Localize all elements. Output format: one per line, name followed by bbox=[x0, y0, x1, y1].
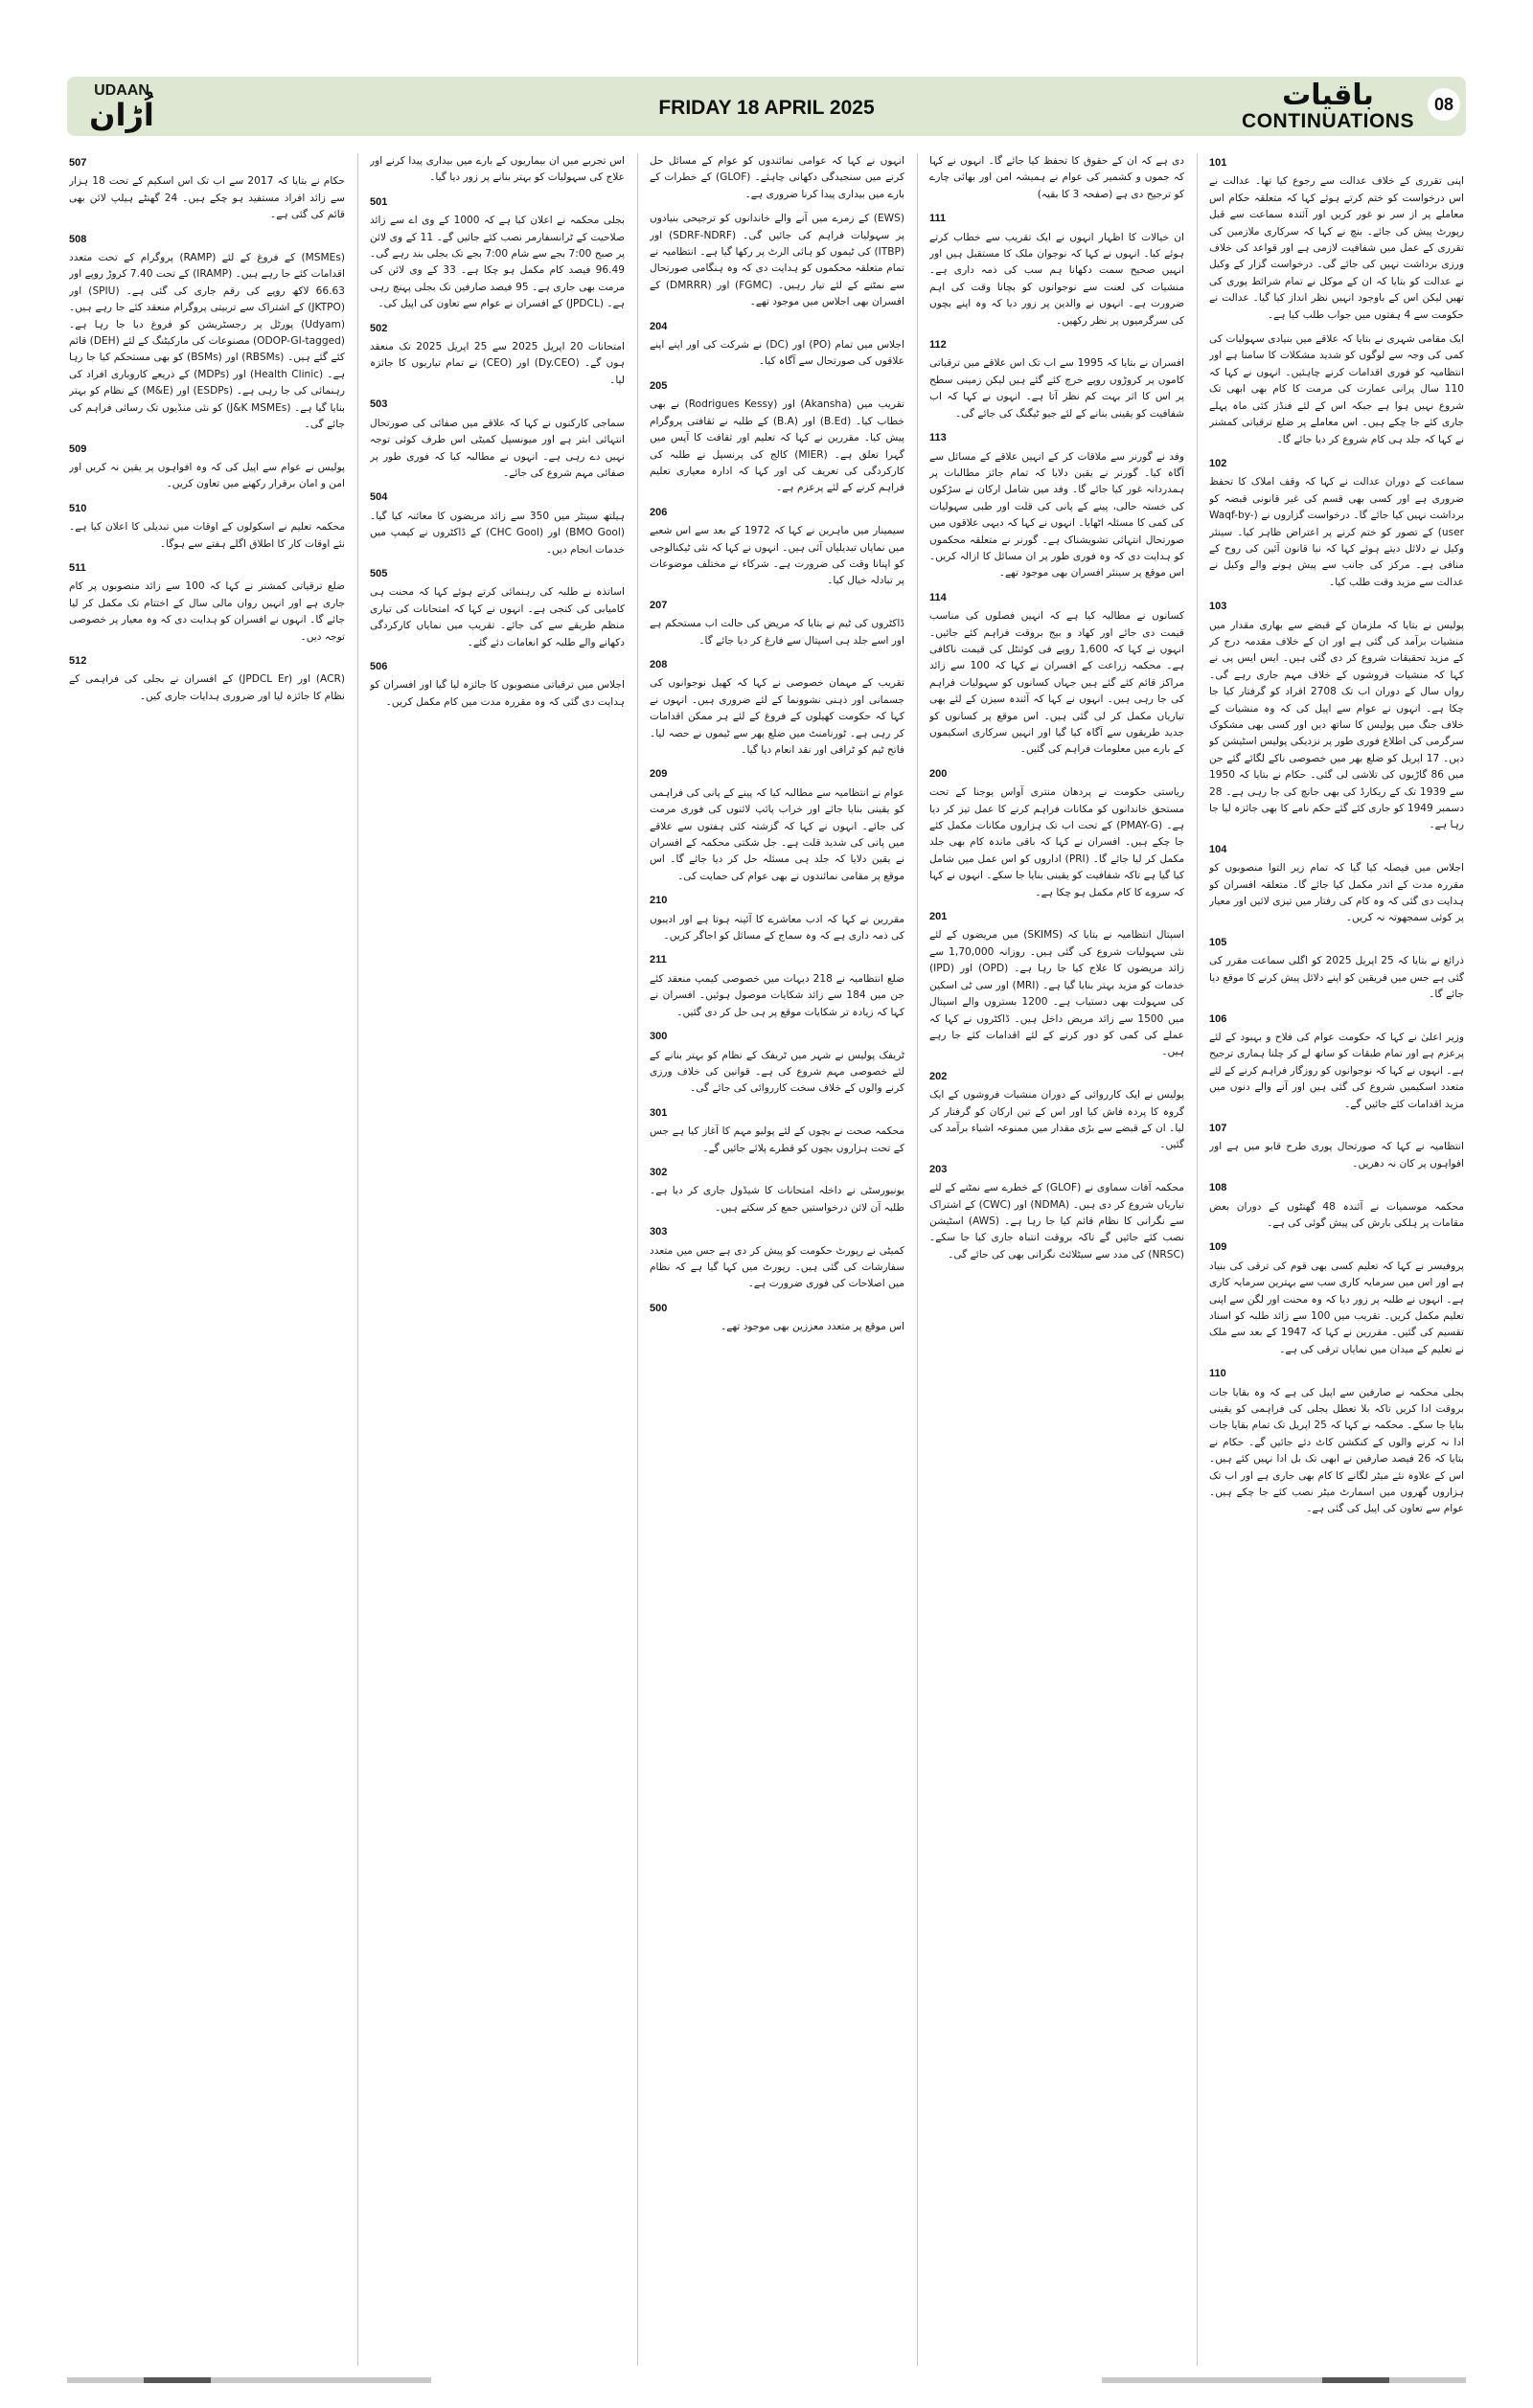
article-number: 302 bbox=[650, 1166, 668, 1178]
article-number: 202 bbox=[929, 1070, 948, 1082]
article-number: 201 bbox=[929, 911, 948, 923]
article-text: محکمہ آفات سماوی نے (GLOF) کے خطرے سے نمٹنے کے لئے تیاریاں شروع کر دی ہیں۔ (NDMA) اور (CWC) کے اشتراک سے نگرانی کا نظام قائم کیا جا رہا ہے۔ (AWS) اسٹیشن نصب کئے جائیں گے تاکہ بروقت انتباہ جاری کیا جا سکے۔ (NRSC) کی مدد سے سیٹلائٹ نگرانی بھی کی جائے گی۔ bbox=[929, 1182, 1184, 1261]
article-text: اپنی تقرری کے خلاف عدالت سے رجوع کیا تھا۔ عدالت نے اس درخواست کو ختم کرتے ہوئے کہا کہ متعلقہ حکام اس معاملے پر از سر نو غور کریں اور آئندہ سماعت سے قبل رپورٹ پیش کی جائے۔ بنچ نے کہا کہ سرکاری ملازمین کی تقرری کے عمل میں شفافیت لازمی ہے اور قواعد کی خلاف ورزی برداشت نہیں کی جائے گی۔ درخواست گزار کے وکیل نے عدالت کو بتایا کہ ان کے موکل نے تمام شرائط پوری کی تھیں لیکن اس کے باوجود انہیں نظر انداز کیا گیا۔ عدالت نے حکومت سے 4 ہفتوں میں جواب طلب کیا ہے۔ bbox=[1209, 175, 1464, 321]
article-block bbox=[650, 1105, 904, 1157]
article-number: 110 bbox=[1209, 1368, 1226, 1380]
article-number: 205 bbox=[650, 379, 668, 392]
article-text: اجلاس میں فیصلہ کیا گیا کہ تمام زیر التوا منصوبوں کو مقررہ مدت کے اندر مکمل کیا جائے گا۔ متعلقہ افسران کو ہدایت دی گئی کہ وہ کام کی رفتار میں تیزی لائیں اور معیار پر کوئی سمجھوتہ نہ کریں۔ bbox=[1209, 862, 1464, 924]
article-number: 101 bbox=[1209, 157, 1227, 169]
article-text: ذرائع نے بتایا کہ 25 اپریل 2025 کو اگلی سماعت مقرر کی گئی ہے جس میں فریقین کو اپنے دلائل پیش کرنے کا موقع دیا جائے گا۔ bbox=[1209, 955, 1464, 1001]
article-block bbox=[1209, 1011, 1464, 1113]
article-text: ایک مقامی شہری نے بتایا کہ علاقے میں بنیادی سہولیات کی کمی کی وجہ سے لوگوں کو شدید مشکلات کا سامنا ہے اور انتظامیہ کو فوری اقدامات کرنے چاہئیں۔ انہوں نے کہا کہ 110 سال پرانی عمارت کی مرمت کا کام بھی ابھی تک شروع نہیں ہوا ہے جبکہ اس کے لئے فنڈز کئی ماہ پہلے جاری کئے جا چکے ہیں۔ اس معاملے پر ضلع ترقیاتی کمشنر نے کہا کہ جلد ہی کام شروع کر دیا جائے گا۔ bbox=[1209, 333, 1464, 445]
article-text: کمیٹی نے رپورٹ حکومت کو پیش کر دی ہے جس میں متعدد سفارشات کی گئی ہیں۔ رپورٹ میں کہا گیا ہے کہ نظام میں اصلاحات کی فوری ضرورت ہے۔ bbox=[650, 1244, 904, 1290]
article-block bbox=[370, 153, 625, 187]
column-divider bbox=[637, 153, 638, 2366]
article-block bbox=[1209, 599, 1464, 834]
article-block bbox=[650, 766, 904, 885]
article-text: حکام نے بتایا کہ 2017 سے اب تک اس اسکیم کے تحت 18 ہزار سے زائد افراد مستفید ہو چکے ہیں۔ 24 گھنٹے ہیلپ لائن بھی قائم کی گئی ہے۔ bbox=[69, 175, 345, 221]
article-block bbox=[650, 319, 904, 371]
article-text: مقررین نے کہا کہ ادب معاشرے کا آئینہ ہوتا ہے اور ادیبوں کی ذمہ داری ہے کہ وہ سماج کے مسائل کو اجاگر کریں۔ bbox=[650, 913, 904, 943]
article-number: 106 bbox=[1209, 1012, 1227, 1025]
article-number: 509 bbox=[69, 443, 87, 455]
article-block bbox=[929, 590, 1184, 759]
article-block bbox=[929, 430, 1184, 582]
article-number: 207 bbox=[650, 599, 668, 611]
article-block bbox=[929, 1162, 1184, 1263]
article-number: 104 bbox=[1209, 843, 1227, 855]
article-text: وفد نے گورنر سے ملاقات کر کے انہیں علاقے کے مسائل سے آگاہ کیا۔ گورنر نے یقین دلایا کہ تمام جائز مطالبات پر ہمدردانہ غور کیا جائے گا۔ وفد میں شامل ارکان نے سڑکوں کی خستہ حالی، پینے کے پانی کی قلت اور طبی سہولیات کی کمی کا مسئلہ اٹھایا۔ انہوں نے کہا کہ دیہی علاقوں میں صورتحال انتہائی تشویشناک ہے۔ گورنر نے متعلقہ محکموں کو ہدایت دی کہ وہ فوری طور پر ان مسائل کا ازالہ کریں۔ اس موقع پر سینئر افسران بھی موجود تھے۔ bbox=[929, 450, 1184, 579]
article-text: یونیورسٹی نے داخلہ امتحانات کا شیڈول جاری کر دیا ہے۔ طلبہ آن لائن درخواستیں جمع کر سکتے ہیں۔ bbox=[650, 1185, 904, 1214]
article-text: تقریب کے مہمان خصوصی نے کہا کہ کھیل نوجوانوں کی جسمانی اور ذہنی نشوونما کے لئے ضروری ہیں۔ انہوں نے کہا کہ حکومت کھیلوں کے فروغ کے لئے ہر ممکن اقدامات کر رہی ہے۔ ٹورنامنٹ میں ضلع بھر سے ٹیموں نے حصہ لیا۔ فاتح ٹیم کو ٹرافی اور نقد انعام دیا گیا۔ bbox=[650, 677, 904, 756]
article-text: ڈاکٹروں کی ٹیم نے بتایا کہ مریض کی حالت اب مستحکم ہے اور اسے جلد ہی اسپتال سے فارغ کر دیا جائے گا۔ bbox=[650, 618, 904, 647]
article-number: 206 bbox=[650, 506, 668, 518]
article-number: 300 bbox=[650, 1031, 668, 1043]
article-text: پروفیسر نے کہا کہ تعلیم کسی بھی قوم کی ترقی کی بنیاد ہے اور اس میں سرمایہ کاری سب سے بہترین سرمایہ کاری ہے۔ انہوں نے طلبہ پر زور دیا کہ وہ محنت اور لگن سے اپنی تعلیم مکمل کریں۔ تقریب میں 100 سے زائد طلبہ کو اسناد تقسیم کی گئیں۔ مقررین نے کہا کہ 1947 کے بعد سے ملک نے تعلیم کے میدان میں نمایاں ترقی کی ہے۔ bbox=[1209, 1260, 1464, 1355]
article-number: 303 bbox=[650, 1226, 668, 1238]
article-text: اجلاس میں تمام (PO) اور (DC) نے شرکت کی اور اپنے اپنے علاقوں کی صورتحال سے آگاہ کیا۔ bbox=[650, 339, 904, 368]
article-text: سیمینار میں ماہرین نے کہا کہ 1972 کے بعد سے اس شعبے میں نمایاں تبدیلیاں آئی ہیں۔ انہوں نے کہا کہ نئی ٹیکنالوجی کو اپنانا وقت کی ضرورت ہے۔ شرکاء نے مختلف موضوعات پر تبادلہ خیال کیا۔ bbox=[650, 525, 904, 587]
article-text: وزیر اعلیٰ نے کہا کہ حکومت عوام کی فلاح و بہبود کے لئے پرعزم ہے اور تمام طبقات کو ساتھ لے کر چلنا ہماری ترجیح ہے۔ انہوں نے کہا کہ نوجوانوں کو روزگار فراہم کرنے کے لئے متعدد اسکیمیں شروع کی گئی ہیں اور آنے والے دنوں میں مزید اقدامات کئے جائیں گے۔ bbox=[1209, 1031, 1464, 1110]
article-text: ضلع انتظامیہ نے 218 دیہات میں خصوصی کیمپ منعقد کئے جن میں 184 سے زائد شکایات موصول ہوئیں۔ افسران نے کہا کہ زیادہ تر شکایات موقع پر ہی حل کر دی گئیں۔ bbox=[650, 972, 904, 1018]
article-number: 208 bbox=[650, 658, 668, 670]
article-number: 511 bbox=[69, 561, 86, 574]
article-text: دی ہے کہ ان کے حقوق کا تحفظ کیا جائے گا۔ انہوں نے کہا کہ جموں و کشمیر کی عوام نے ہمیشہ امن اور بھائی چارے کو ترجیح دی ہے (صفحہ 3 کا بقیہ) bbox=[929, 155, 1184, 200]
article-number: 209 bbox=[650, 768, 668, 781]
article-text: بجلی محکمہ نے اعلان کیا ہے کہ 1000 کے وی اے سے زائد صلاحیت کے ٹرانسفارمر نصب کئے جائیں گے۔ 11 کے وی لائن پر صبح 7:00 بجے سے شام 7:00 بجے تک بجلی بند رہے گی۔ 96.49 فیصد کام مکمل ہو چکا ہے۔ 33 کے وی لائن کی مرمت بھی جاری ہے۔ 95 فیصد صارفین تک بجلی پہنچ رہی ہے۔ (JPDCL) کے افسران نے عوام سے تعاون کی اپیل کی۔ bbox=[370, 215, 625, 310]
article-text: افسران نے بتایا کہ 1995 سے اب تک اس علاقے میں ترقیاتی کاموں پر کروڑوں روپے خرچ کئے گئے ہیں لیکن زمینی سطح پر اس کا اثر بہت کم نظر آتا ہے۔ انہوں نے کہا کہ اب شفافیت کو یقینی بنانے کے لئے جیو ٹیگنگ کی جائے گی۔ bbox=[929, 357, 1184, 420]
article-block bbox=[929, 153, 1184, 203]
article-text: ضلع ترقیاتی کمشنر نے کہا کہ 100 سے زائد منصوبوں پر کام جاری ہے اور انہیں رواں مالی سال کے اختتام تک مکمل کر لیا جائے گا۔ انہوں نے افسران کو ہدایت دی کہ وہ معیار پر خصوصی توجہ دیں۔ bbox=[69, 580, 345, 643]
article-block bbox=[370, 194, 625, 313]
article-block bbox=[1209, 155, 1464, 324]
article-number: 502 bbox=[370, 322, 388, 334]
article-text: عوام نے انتظامیہ سے مطالبہ کیا کہ پینے کے پانی کی فراہمی کو یقینی بنایا جائے اور خراب پائپ لائنوں کی فوری مرمت کی جائے۔ انہوں نے کہا کہ گزشتہ کئی ہفتوں سے علاقے میں پانی کی شدید قلت ہے۔ جل شکتی محکمہ کے افسران نے یقین دلایا کہ جلد ہی مسئلہ حل کر دیا جائے گا۔ اس موقع پر مقامی نمائندوں نے بھی عوام کی حمایت کی۔ bbox=[650, 786, 904, 882]
article-number: 109 bbox=[1209, 1241, 1227, 1254]
article-column-5 bbox=[69, 153, 345, 2366]
article-number: 105 bbox=[1209, 936, 1227, 948]
article-text: پولیس نے ایک کارروائی کے دوران منشیات فروشوں کے ایک گروہ کا پردہ فاش کیا اور اس کے تین ارکان کو گرفتار کر لیا۔ ان کے قبضے سے بڑی مقدار میں ممنوعہ اشیاء برآمد کی گئیں۔ bbox=[929, 1089, 1184, 1151]
article-column-3 bbox=[650, 153, 904, 2366]
article-block bbox=[370, 566, 625, 651]
article-text: سماعت کے دوران عدالت نے کہا کہ وقف املاک کا تحفظ ضروری ہے اور کسی بھی قسم کی غیر قانونی قبضہ کو برداشت نہیں کیا جائے گا۔ درخواست گزاروں نے (Waqf-by-user) کے تصور کو ختم کرنے پر اعتراض ظاہر کیا۔ سینئر وکیل نے دلائل دیتے ہوئے کہا کہ نیا قانون آئین کی روح کے منافی ہے۔ مرکز کی جانب سے پیش ہونے والے وکیل نے عدالت سے مزید وقت طلب کیا۔ bbox=[1209, 476, 1464, 588]
article-block bbox=[650, 1165, 904, 1216]
logo-latin: UDAAN bbox=[94, 82, 149, 99]
article-block bbox=[1209, 331, 1464, 448]
article-block bbox=[1209, 1366, 1464, 1518]
footer-rule-left bbox=[67, 2377, 431, 2383]
page-header bbox=[67, 77, 1466, 136]
article-text: اجلاس میں ترقیاتی منصوبوں کا جائزہ لیا گیا اور افسران کو ہدایت دی گئی کہ وہ مقررہ مدت میں کام مکمل کریں۔ bbox=[370, 679, 625, 708]
article-number: 103 bbox=[1209, 601, 1227, 613]
article-block bbox=[650, 657, 904, 759]
footer-rule-right bbox=[1102, 2377, 1466, 2383]
article-text: اسپتال انتظامیہ نے بتایا کہ (SKIMS) میں مریضوں کے لئے نئی سہولیات شروع کی گئی ہیں۔ روزانہ 1,70,000 سے زائد مریضوں کا علاج کیا جا رہا ہے۔ (OPD) اور (IPD) خدمات کو مزید بہتر بنایا گیا ہے۔ (MRI) اور سی ٹی اسکین کی سہولت بھی دستیاب ہے۔ 1200 بستروں والے اسپتال میں 1500 سے زائد مریض داخل ہیں۔ ڈاکٹروں نے کہا کہ عملے کی کمی کو دور کرنے کے لئے اقدامات کئے جا رہے ہیں۔ bbox=[929, 929, 1184, 1058]
article-block bbox=[929, 211, 1184, 329]
column-divider bbox=[357, 153, 358, 2366]
article-text: محکمہ صحت نے بچوں کے لئے پولیو مہم کا آغاز کیا ہے جس کے تحت ہزاروں بچوں کو قطرے پلائے جائیں گے۔ bbox=[650, 1125, 904, 1154]
article-text: پولیس نے عوام سے اپیل کی کہ وہ افواہوں پر یقین نہ کریں اور امن و امان برقرار رکھنے میں تعاون کریں۔ bbox=[69, 461, 345, 490]
article-number: 200 bbox=[929, 767, 948, 780]
page-number-badge: 08 bbox=[1428, 88, 1460, 121]
article-block bbox=[929, 337, 1184, 422]
article-block bbox=[650, 598, 904, 649]
article-block bbox=[929, 909, 1184, 1061]
article-number: 204 bbox=[650, 320, 668, 332]
article-text: اس موقع پر متعدد معززین بھی موجود تھے۔ bbox=[721, 1321, 904, 1333]
section-title-urdu: باقیات bbox=[1282, 79, 1374, 112]
article-block bbox=[929, 1069, 1184, 1154]
article-number: 114 bbox=[929, 591, 947, 603]
article-block bbox=[1209, 842, 1464, 927]
article-text: اس تجربے میں ان بیماریوں کے بارے میں بیداری پیدا کرنے اور علاج کی سہولیات کو بہتر بنانے پر زور دیا گیا۔ bbox=[370, 155, 625, 184]
article-number: 203 bbox=[929, 1163, 948, 1175]
article-number: 107 bbox=[1209, 1122, 1227, 1134]
article-number: 508 bbox=[69, 233, 87, 245]
article-block bbox=[650, 378, 904, 497]
article-number: 505 bbox=[370, 567, 388, 579]
article-number: 500 bbox=[650, 1302, 668, 1314]
issue-date: FRIDAY 18 APRIL 2025 bbox=[658, 97, 875, 119]
article-text: بجلی محکمہ نے صارفین سے اپیل کی ہے کہ وہ بقایا جات بروقت ادا کریں تاکہ بلا تعطل بجلی کی فراہمی کو یقینی بنایا جا سکے۔ محکمہ نے کہا کہ 25 اپریل تک تمام بقایا جات ادا نہ کرنے والوں کے کنکشن کاٹ دئے جائیں گے۔ حکام نے بتایا کہ 26 فیصد صارفین نے ابھی تک بل ادا نہیں کئے ہیں۔ اس کے علاوہ نئے میٹر لگانے کا کام بھی جاری ہے اور اب تک ہزاروں گھروں میں اسمارٹ میٹر نصب کئے جا چکے ہیں۔ عوام سے تعاون کی اپیل کی گئی ہے۔ bbox=[1209, 1386, 1464, 1515]
article-block bbox=[370, 397, 625, 482]
article-number: 510 bbox=[69, 502, 87, 514]
article-block bbox=[650, 893, 904, 944]
article-block bbox=[370, 321, 625, 390]
article-block bbox=[1209, 1180, 1464, 1232]
article-text: (EWS) کے زمرے میں آنے والے خاندانوں کو ترجیحی بنیادوں پر سہولیات فراہم کی جائیں گی۔ (SDRF-NDRF) اور (ITBP) کی ٹیموں کو ہائی الرٹ پر رکھا گیا ہے۔ انتظامیہ نے تمام متعلقہ محکموں کو ہدایت دی کہ وہ ہنگامی صورتحال سے نمٹنے کے لئے تیار رہیں۔ (FGMC) اور (DMRRR) کے افسران بھی اجلاس میں موجود تھے۔ bbox=[650, 213, 904, 308]
article-number: 210 bbox=[650, 895, 668, 907]
article-block bbox=[69, 560, 345, 646]
article-number: 112 bbox=[929, 339, 947, 352]
article-text: امتحانات 20 اپریل 2025 سے 25 اپریل 2025 تک منعقد ہوں گے۔ (Dy.CEO) اور (CEO) نے تمام تیاریوں کا جائزہ لیا۔ bbox=[370, 341, 625, 386]
article-block bbox=[69, 232, 345, 434]
footer-rule-right-accent bbox=[1322, 2377, 1389, 2383]
article-block bbox=[650, 952, 904, 1021]
article-text: تقریب میں (Akansha) اور (Rodrigues Kessy) نے بھی خطاب کیا۔ (B.Ed) اور (B.A) کے طلبہ نے ثقافتی پروگرام پیش کیا۔ مقررین نے کہا کہ تعلیم اور ثقافت کا آپس میں گہرا تعلق ہے۔ (MIER) کالج کی پرنسپل نے طلبہ کی کارکردگی کی تعریف کی اور کہا کہ ادارہ معیاری تعلیم فراہم کرنے کے لئے پرعزم ہے۔ bbox=[650, 398, 904, 494]
article-block bbox=[69, 155, 345, 224]
article-block bbox=[1209, 1121, 1464, 1172]
article-block bbox=[69, 653, 345, 705]
article-number: 506 bbox=[370, 660, 388, 672]
article-number: 113 bbox=[929, 432, 947, 444]
article-text: انتظامیہ نے کہا کہ صورتحال پوری طرح قابو میں ہے اور افواہوں پر کان نہ دھریں۔ bbox=[1209, 1141, 1464, 1170]
article-block bbox=[1209, 1239, 1464, 1358]
article-number: 512 bbox=[69, 654, 87, 667]
article-text: سماجی کارکنوں نے کہا کہ علاقے میں صفائی کی صورتحال انتہائی ابتر ہے اور میونسپل کمیٹی اس طرف کوئی توجہ نہیں دے رہی ہے۔ انہوں نے مطالبہ کیا کہ فوری طور پر صفائی مہم شروع کی جائے۔ bbox=[370, 417, 625, 479]
article-text: محکمہ تعلیم نے اسکولوں کے اوقات میں تبدیلی کا اعلان کیا ہے۔ نئے اوقات کار کا اطلاق اگلے ہفتے سے ہوگا۔ bbox=[69, 521, 345, 550]
article-number: 501 bbox=[370, 195, 388, 208]
article-number: 108 bbox=[1209, 1182, 1227, 1194]
article-block bbox=[650, 1301, 904, 1336]
article-number: 504 bbox=[370, 491, 388, 504]
article-text: محکمہ موسمیات نے آئندہ 48 گھنٹوں کے دوران بعض مقامات پر ہلکی بارش کی پیش گوئی کی ہے۔ bbox=[1209, 1200, 1464, 1229]
article-number: 111 bbox=[929, 213, 947, 225]
article-text: کسانوں نے مطالبہ کیا ہے کہ انہیں فصلوں کی مناسب قیمت دی جائے اور کھاد و بیج بروقت فراہم کئے جائیں۔ انہوں نے کہا کہ 1,600 روپے فی کوئنٹل کی قیمت ناکافی ہے۔ محکمہ زراعت کے افسران نے کہا کہ 100 سے زائد مراکز قائم کئے گئے ہیں جہاں کسانوں کو سہولیات فراہم کی جا رہی ہیں۔ انہوں نے کہا کہ آئندہ سیزن کے لئے بھی تیاریاں مکمل کر لی گئی ہیں۔ اس موقع پر کسانوں کو جدید طریقوں سے آگاہ کیا گیا اور انہیں سرکاری اسکیموں کے بارے میں معلومات فراہم کی گئیں۔ bbox=[929, 610, 1184, 756]
article-block bbox=[650, 1029, 904, 1098]
article-text: (ACR) اور (JPDCL Er) کے افسران نے بجلی کی فراہمی کے نظام کا جائزہ لیا اور ضروری ہدایات جاری کیں۔ bbox=[69, 673, 345, 702]
article-number: 503 bbox=[370, 398, 388, 411]
article-block bbox=[650, 211, 904, 310]
article-text: اساتذہ نے طلبہ کی رہنمائی کرتے ہوئے کہا کہ محنت ہی کامیابی کی کنجی ہے۔ انہوں نے کہا کہ امتحانات کی تیاری منظم طریقے سے کی جائے۔ تقریب میں نمایاں کارکردگی دکھانے والے طلبہ کو انعامات دئے گئے۔ bbox=[370, 586, 625, 648]
article-column-4 bbox=[370, 153, 625, 2366]
article-text: (MSMEs) کے فروغ کے لئے (RAMP) پروگرام کے تحت متعدد اقدامات کئے جا رہے ہیں۔ (IRAMP) کے تحت 7.40 کروڑ روپے اور 66.63 لاکھ روپے کی رقم جاری کی گئی ہے۔ (SPIU) اور (JKTPO) کے اشتراک سے تربیتی پروگرام منعقد کئے جا رہے ہیں۔ (Udyam) پورٹل پر رجسٹریشن کو فروغ دیا جا رہا ہے۔ (ODOP-GI-tagged) مصنوعات کی مارکیٹنگ کے لئے (DEH) قائم کئے گئے ہیں۔ (RBSMs) اور (BSMs) کو بھی مستحکم کیا جا رہا ہے۔ (Health Clinic) اور (MDPs) کے ذریعے کاروباری افراد کی رہنمائی کی جا رہی ہے۔ (ESDPs) اور (M&E) کے نظام کو بہتر بنایا گیا ہے۔ (J&K MSMEs) کو نئی منڈیوں تک رسائی فراہم کی جائے گی۔ bbox=[69, 252, 345, 431]
logo-urdu: اُڑان bbox=[89, 97, 154, 133]
article-text: ریاستی حکومت نے پردھان منتری آواس یوجنا کے تحت مستحق خاندانوں کو مکانات فراہم کرنے کا عمل تیز کر دیا ہے۔ (PMAY-G) کے تحت اب تک ہزاروں مکانات مکمل کئے جا چکے ہیں۔ افسران نے کہا کہ باقی ماندہ کام بھی جلد مکمل کر لیا جائے گا۔ (PRI) اداروں کو اس عمل میں شامل کیا گیا ہے تاکہ شفافیت کو یقینی بنایا جا سکے۔ انہوں نے کہا کہ سروے کا کام مکمل ہو چکا ہے۔ bbox=[929, 786, 1184, 898]
article-block bbox=[929, 766, 1184, 901]
article-block bbox=[370, 659, 625, 711]
article-block bbox=[650, 505, 904, 590]
article-number: 211 bbox=[650, 954, 667, 966]
article-block bbox=[370, 489, 625, 558]
article-text: ٹریفک پولیس نے شہر میں ٹریفک کے نظام کو بہتر بنانے کے لئے خصوصی مہم شروع کی ہے۔ قوانین کی خلاف ورزی کرنے والوں کے خلاف سخت کارروائی کی جائے گی۔ bbox=[650, 1049, 904, 1095]
footer-rule-left-accent bbox=[144, 2377, 211, 2383]
column-divider bbox=[917, 153, 918, 2366]
article-column-1 bbox=[1209, 153, 1464, 2366]
article-block bbox=[1209, 456, 1464, 591]
article-block bbox=[69, 501, 345, 553]
article-block bbox=[69, 442, 345, 493]
article-text: انہوں نے کہا کہ عوامی نمائندوں کو عوام کے مسائل حل کرنے میں سنجیدگی دکھانی چاہئے۔ (GLOF) کے خطرات کے بارے میں بیداری پیدا کرنا ضروری ہے۔ bbox=[650, 155, 904, 200]
article-text: ہیلتھ سینٹر میں 350 سے زائد مریضوں کا معائنہ کیا گیا۔ (BMO Gool) اور (CHC Gool) کے ڈاکٹروں نے کیمپ میں خدمات انجام دیں۔ bbox=[370, 510, 625, 556]
article-block bbox=[1209, 935, 1464, 1004]
article-block bbox=[650, 153, 904, 203]
column-divider bbox=[1197, 153, 1198, 2366]
article-number: 102 bbox=[1209, 457, 1227, 469]
article-text: پولیس نے بتایا کہ ملزمان کے قبضے سے بھاری مقدار میں منشیات برآمد کی گئی ہے اور ان کے خلاف مقدمہ درج کر کے مزید تحقیقات شروع کر دی گئی ہیں۔ ایس ایس پی نے کہا کہ منشیات فروشوں کے خلاف مہم جاری رہے گی۔ رواں سال کے دوران اب تک 2708 افراد کو گرفتار کیا جا چکا ہے۔ انہوں نے عوام سے اپیل کی کہ وہ منشیات کے خلاف جنگ میں پولیس کا ساتھ دیں اور کسی بھی مشکوک سرگرمی کی اطلاع فوری طور پر نزدیکی پولیس اسٹیشن کو دیں۔ 17 اپریل کو ضلع بھر میں خصوصی ناکے لگائے گئے جن میں 86 گاڑیوں کی تلاشی لی گئی۔ حکام نے بتایا کہ 1950 سے 1939 تک کے ریکارڈ کی بھی جانچ کی جا رہی ہے۔ 28 دسمبر 1949 کو جاری کئے گئے حکم نامے کا بھی جائزہ لیا جا رہا ہے۔ bbox=[1209, 619, 1464, 831]
article-block bbox=[650, 1224, 904, 1293]
section-title-english: CONTINUATIONS bbox=[1242, 110, 1414, 132]
article-number: 507 bbox=[69, 157, 87, 169]
article-text: ان خیالات کا اظہار انہوں نے ایک تقریب سے خطاب کرتے ہوئے کیا۔ انہوں نے کہا کہ نوجوان ملک کا مستقبل ہیں اور انہیں صحیح سمت دکھانا ہم سب کی ذمہ داری ہے۔ منشیات کی لعنت سے نوجوانوں کو بچانا وقت کی اہم ضرورت ہے۔ انہوں نے والدین پر زور دیا کہ وہ اپنے بچوں کی سرگرمیوں پر نظر رکھیں۔ bbox=[929, 231, 1184, 327]
article-number: 301 bbox=[650, 1106, 668, 1119]
article-column-2 bbox=[929, 153, 1184, 2366]
